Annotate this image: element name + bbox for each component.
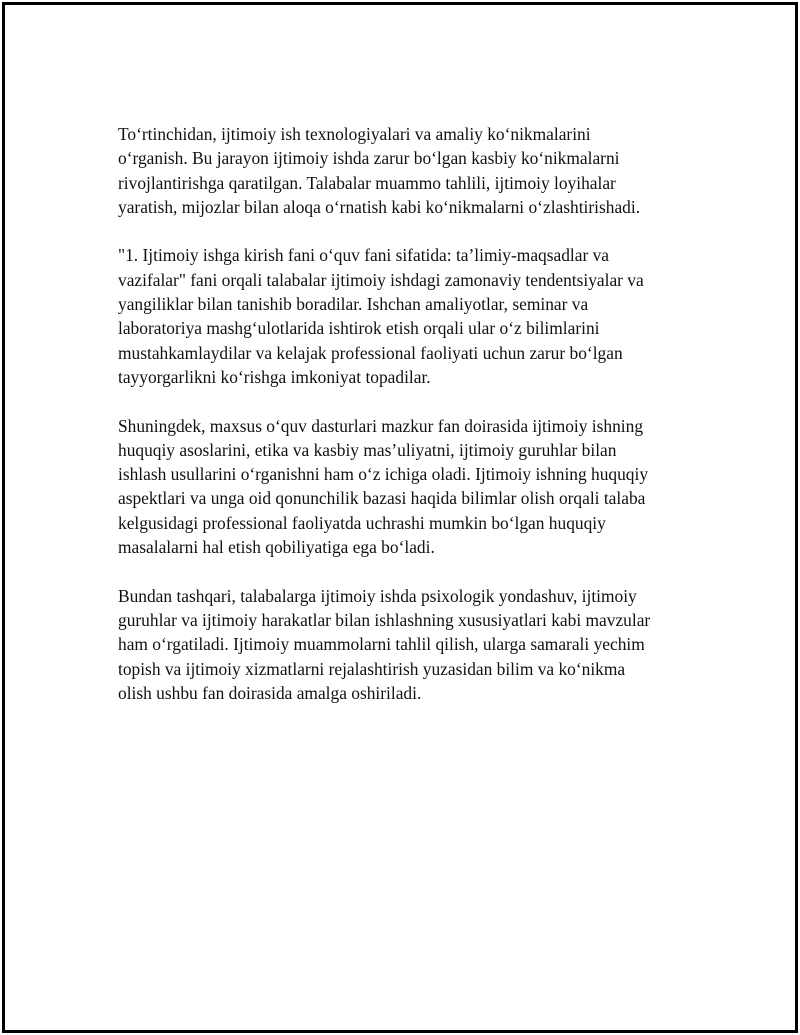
paragraph-4: Bundan tashqari, talabalarga ijtimoiy ishda psixologik yondashuv, ijtimoiy guruhlar va ijtimoiy harakatlar bilan ishlashning xususiyatlari kabi mavzular ham o‘rgatiladi. Ijtimoiy muammolarni tahlil qilish, ularga samarali yechim topish va ijtimoiy xizmatlarni rejalashtirish yuzasidan bilim va ko‘nikma olish ushbu fan doirasida amalga oshiriladi. (118, 585, 651, 703)
paragraph-3: Shuningdek, maxsus o‘quv dasturlari mazkur fan doirasida ijtimoiy ishning huquqiy asoslarini, etika va kasbiy mas’uliyatni, ijtimoiy guruhlar bilan ishlash usullarini o‘rganishni ham o‘z ichiga oladi. Ijtimoiy ishning huquqiy aspektlari va unga oid qonunchilik bazasi haqida bilimlar olish orqali talaba kelgusidagi professional faoliyatda uchrashi mumkin bo‘lgan huquqiy masalalarni hal etish qobiliyatiga ega bo‘ladi. (118, 415, 649, 558)
paragraph-1: To‘rtinchidan, ijtimoiy ish texnologiyalari va amaliy ko‘nikmalarini o‘rganish. Bu jarayon ijtimoiy ishda zarur bo‘lgan kasbiy ko‘nikmalarni rivojlantirishga qaratilgan. Talabalar muammo tahlili, ijtimoiy loyihalar yaratish, mijozlar bilan aloqa o‘rnatish kabi ko‘nikmalarni o‘zlashtirishadi. (118, 124, 641, 217)
document-body (118, 122, 698, 729)
document-page (2, 2, 798, 1033)
paragraph-2: "1. Ijtimoiy ishga kirish fani o‘quv fani sifatida: ta’limiy-maqsadlar va vazifalar" fani orqali talabalar ijtimoiy ishdagi zamonaviy tendentsiyalar va yangiliklar bilan tanishib boradilar. Ishchan amaliyotlar, seminar va laboratoriya mashg‘ulotlarida ishtirok etish orqali ular o‘z bilimlarini mustahkamlaydilar va kelajak professional faoliyati uchun zarur bo‘lgan tayyorgarlikni ko‘rishga imkoniyat topadilar. (118, 245, 644, 387)
